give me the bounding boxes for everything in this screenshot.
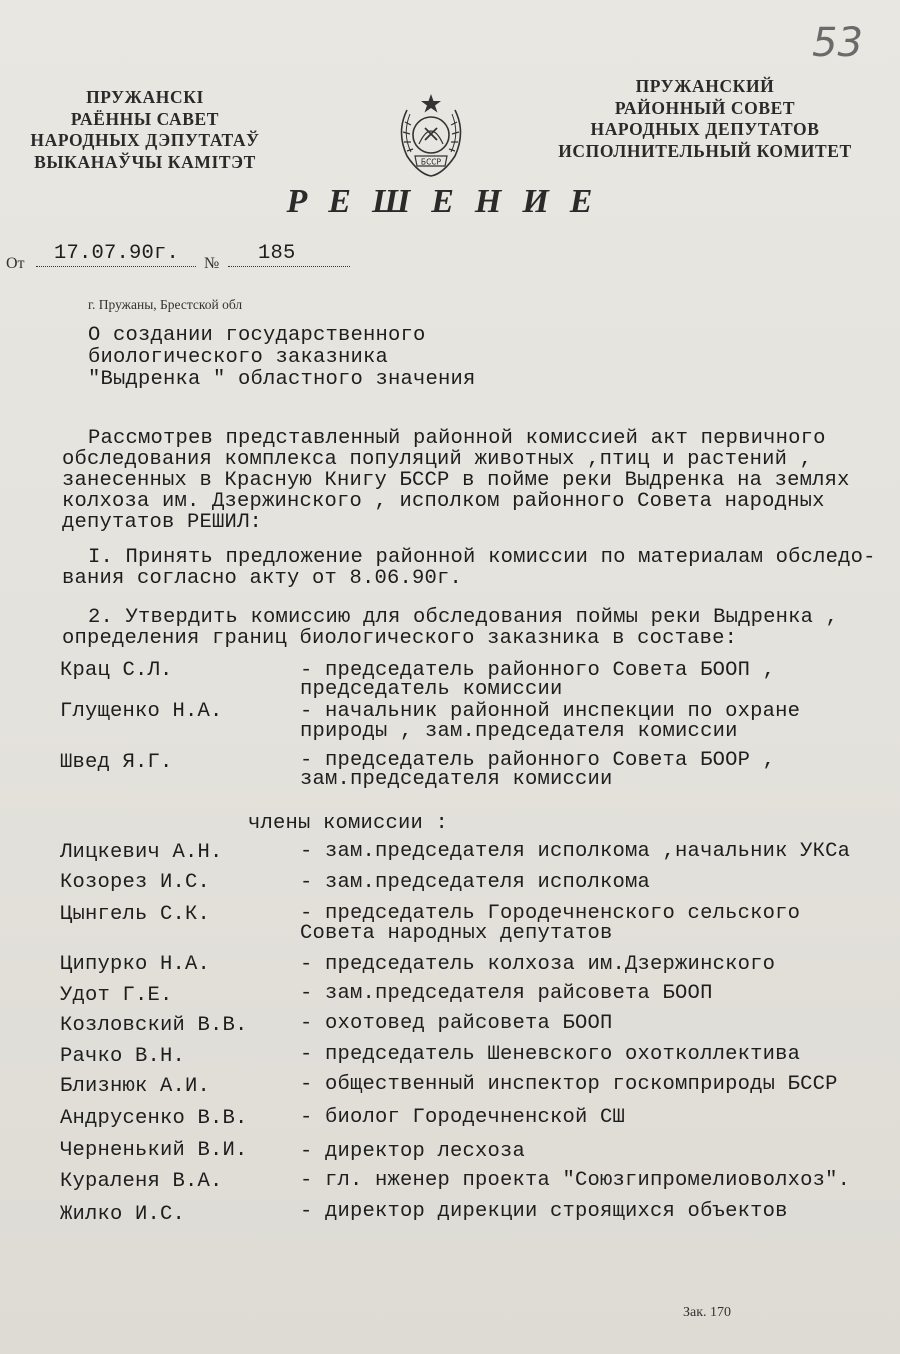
member-name: Козорез И.С. bbox=[60, 871, 211, 894]
item1-line: I. Принять предложение районной комиссии по материалам обследо- bbox=[88, 546, 876, 569]
header-left-line: РАЁННЫ САВЕТ bbox=[70, 108, 220, 129]
header-left-line: ПРУЖАНСКI bbox=[86, 87, 204, 107]
leader-name: Швед Я.Г. bbox=[60, 751, 173, 774]
member-name: Ципурко Н.А. bbox=[60, 953, 211, 976]
item2-line: 2. Утвердить комиссию для обследования поймы реки Выдренка , bbox=[88, 606, 839, 629]
header-right-line: НАРОДНЫХ ДЕПУТАТОВ bbox=[590, 119, 820, 139]
member-name: Жилко И.С. bbox=[60, 1203, 186, 1226]
leader-role: природы , зам.председателя комиссии bbox=[300, 720, 738, 743]
preamble-line: занесенных в Красную Книгу БССР в пойме реки Выдренка на землях bbox=[62, 469, 850, 492]
preamble-line: Рассмотрев представленный районной комиссией акт первичного bbox=[88, 427, 826, 450]
number-label: № bbox=[204, 255, 220, 272]
item2-line: определения границ биологического заказника в составе: bbox=[62, 627, 738, 650]
header-left-line: ВЫКАНАЎЧЫ КАМIТЭТ bbox=[34, 151, 256, 172]
member-role: - председатель Городечненского сельского bbox=[300, 902, 801, 925]
member-role: Совета народных депутатов bbox=[300, 922, 613, 945]
member-role: - зам.председателя исполкома ,начальник УКСа bbox=[300, 840, 851, 863]
member-role: - директор лесхоза bbox=[300, 1140, 526, 1163]
order-mark: Зак. 170 bbox=[683, 1305, 732, 1320]
member-role: - зам.председателя исполкома bbox=[300, 871, 651, 894]
member-role: - биолог Городечненской СШ bbox=[300, 1106, 626, 1129]
subject-line: биологического заказника bbox=[88, 346, 389, 369]
preamble-line: депутатов РЕШИЛ: bbox=[62, 511, 263, 534]
star-icon bbox=[421, 94, 441, 113]
header-right-line: РАЙОННЫЙ СОВЕТ bbox=[614, 97, 796, 118]
member-role: - председатель Шеневского охотколлектива bbox=[300, 1043, 801, 1066]
header-right bbox=[545, 76, 865, 162]
leader-role: - председатель районного Совета БООР , bbox=[300, 749, 776, 772]
date-underline bbox=[36, 266, 196, 267]
member-role: - зам.председателя райсовета БООП bbox=[300, 982, 713, 1005]
member-name: Андрусенко В.В. bbox=[60, 1107, 248, 1130]
leader-role: зам.председателя комиссии bbox=[300, 768, 613, 791]
member-name: Удот Г.Е. bbox=[60, 984, 173, 1007]
member-role: - общественный инспектор госкомприроды БССР bbox=[300, 1073, 838, 1096]
preamble-line: обследования комплекса популяций животных ,птиц и растений , bbox=[62, 448, 813, 471]
header-left-line: НАРОДНЫХ ДЭПУТАТАЎ bbox=[30, 130, 260, 150]
date-label: От bbox=[6, 255, 25, 272]
member-name: Рачко В.Н. bbox=[60, 1045, 186, 1068]
subject-line: "Выдренка " областного значения bbox=[88, 368, 476, 391]
member-name: Кураленя В.А. bbox=[60, 1170, 223, 1193]
state-emblem bbox=[393, 90, 469, 180]
item1-line: вания согласно акту от 8.06.90г. bbox=[62, 567, 463, 590]
leader-role: - председатель районного Совета БООП , bbox=[300, 659, 776, 682]
document-title: РЕШЕНИЕ bbox=[286, 183, 614, 220]
member-name: Цынгель С.К. bbox=[60, 903, 211, 926]
header-right-line: ПРУЖАНСКИЙ bbox=[635, 76, 775, 96]
leader-name: Крац С.Л. bbox=[60, 659, 173, 682]
number-underline bbox=[228, 266, 350, 267]
member-role: - гл. нженер проекта "Союзгипромелиоволхоз". bbox=[300, 1169, 851, 1192]
leader-role: - начальник районной инспекции по охране bbox=[300, 700, 801, 723]
date-value: 17.07.90г. bbox=[54, 242, 180, 265]
member-name: Близнюк А.И. bbox=[60, 1075, 211, 1098]
subject-line: О создании государственного bbox=[88, 324, 426, 347]
member-role: - охотовед райсовета БООП bbox=[300, 1012, 613, 1035]
page-number: 53 bbox=[812, 20, 863, 66]
member-role: - директор дирекции строящихся объектов bbox=[300, 1200, 788, 1223]
leader-role: председатель комиссии bbox=[300, 678, 563, 701]
header-left bbox=[0, 87, 290, 173]
header-right-line: ИСПОЛНИТЕЛЬНЫЙ КОМИТЕТ bbox=[558, 140, 852, 161]
member-name: Козловский В.В. bbox=[60, 1014, 248, 1037]
emblem-text: БССР bbox=[420, 157, 442, 167]
number-value: 185 bbox=[258, 242, 296, 265]
member-name: Лицкевич А.Н. bbox=[60, 841, 223, 864]
preamble-line: колхоза им. Дзержинского , исполком районного Совета народных bbox=[62, 490, 825, 513]
members-heading: члены комиссии : bbox=[248, 812, 449, 835]
place: г. Пружаны, Брестской обл bbox=[88, 297, 243, 312]
member-name: Черненький В.И. bbox=[60, 1139, 248, 1162]
leader-name: Глущенко Н.А. bbox=[60, 700, 223, 723]
member-role: - председатель колхоза им.Дзержинского bbox=[300, 953, 776, 976]
